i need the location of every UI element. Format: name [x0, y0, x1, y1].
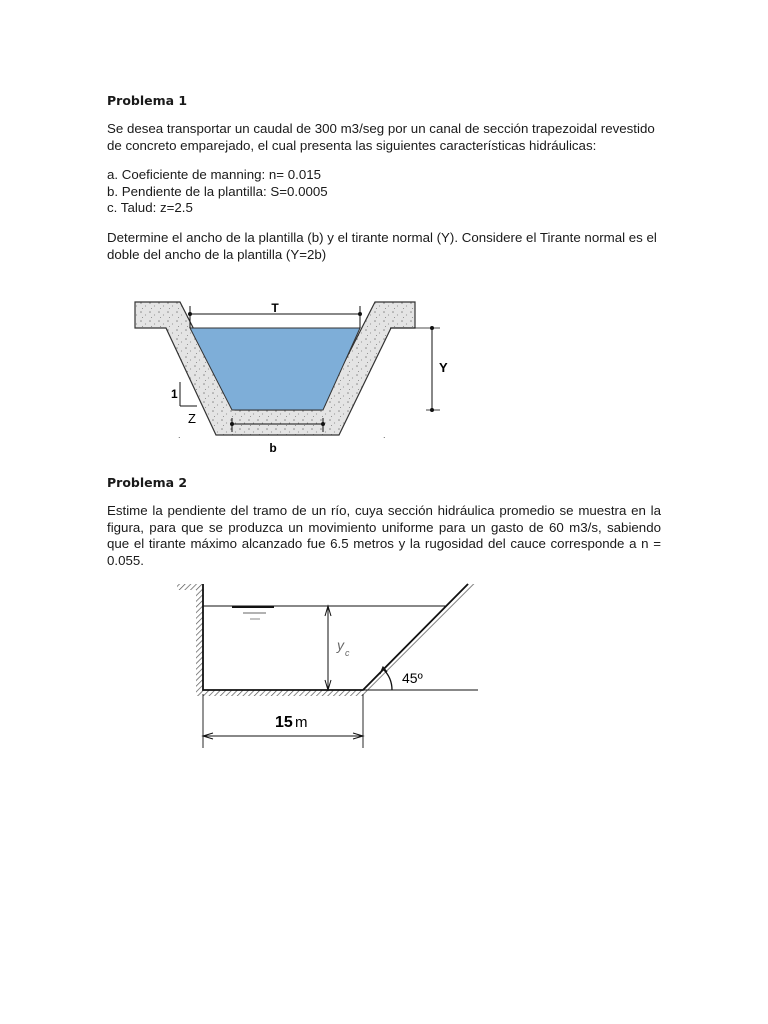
problem-2-text: Estime la pendiente del tramo de un río, cuya sección hidráulica promedio se muestra en la figura, para que se produzca un movimiento uniforme para un gasto de 60 m3/s, sabiendo que el tirante máximo alcanzado fue 6.5 metros y la rugosidad del cauce corresponde a n = 0.055.	[107, 503, 661, 568]
problem-1-intro-line-2: de concreto emparejado, el cual presenta las siguientes características hidráulicas:	[107, 137, 597, 153]
width-unit: m	[295, 714, 308, 731]
ground-hatching	[177, 584, 475, 696]
problem-1-task	[107, 230, 661, 263]
list-item-talud: c. Talud: z=2.5	[107, 200, 193, 215]
problem-1-characteristics-list	[107, 167, 661, 217]
depth-label: y	[337, 637, 344, 653]
trapezoidal-channel-figure	[130, 292, 450, 460]
river-section-figure	[170, 576, 490, 756]
problem-2-heading: Problema 2	[107, 475, 188, 490]
list-item-slope: b. Pendiente de la plantilla: S=0.0005	[107, 183, 328, 199]
label-Z: Z	[188, 411, 196, 426]
depth-subscript: c	[345, 648, 350, 658]
angle-label: 45º	[402, 670, 423, 686]
label-1: 1	[171, 387, 178, 401]
svg-text:.: .	[383, 430, 386, 440]
channel-outline	[203, 584, 468, 690]
label-T: T	[271, 301, 279, 315]
svg-text:.: .	[178, 430, 181, 440]
width-value: 15	[275, 714, 293, 731]
problem-1-task-line-2: doble del ancho de la plantilla (Y=2b)	[107, 246, 327, 262]
label-Y: Y	[439, 360, 448, 375]
problem-1-heading: Problema 1	[107, 93, 188, 108]
list-item-manning: a. Coeficiente de manning: n= 0.015	[107, 167, 322, 182]
problem-1-intro	[107, 121, 661, 154]
problem-1-task-line-1: Determine el ancho de la plantilla (b) y el tirante normal (Y). Considere el Tirante normal es el	[107, 230, 657, 245]
problem-1-intro-line-1: Se desea transportar un caudal de 300 m3/seg por un canal de sección trapezoidal revestido	[107, 121, 655, 136]
label-b: b	[269, 441, 277, 455]
